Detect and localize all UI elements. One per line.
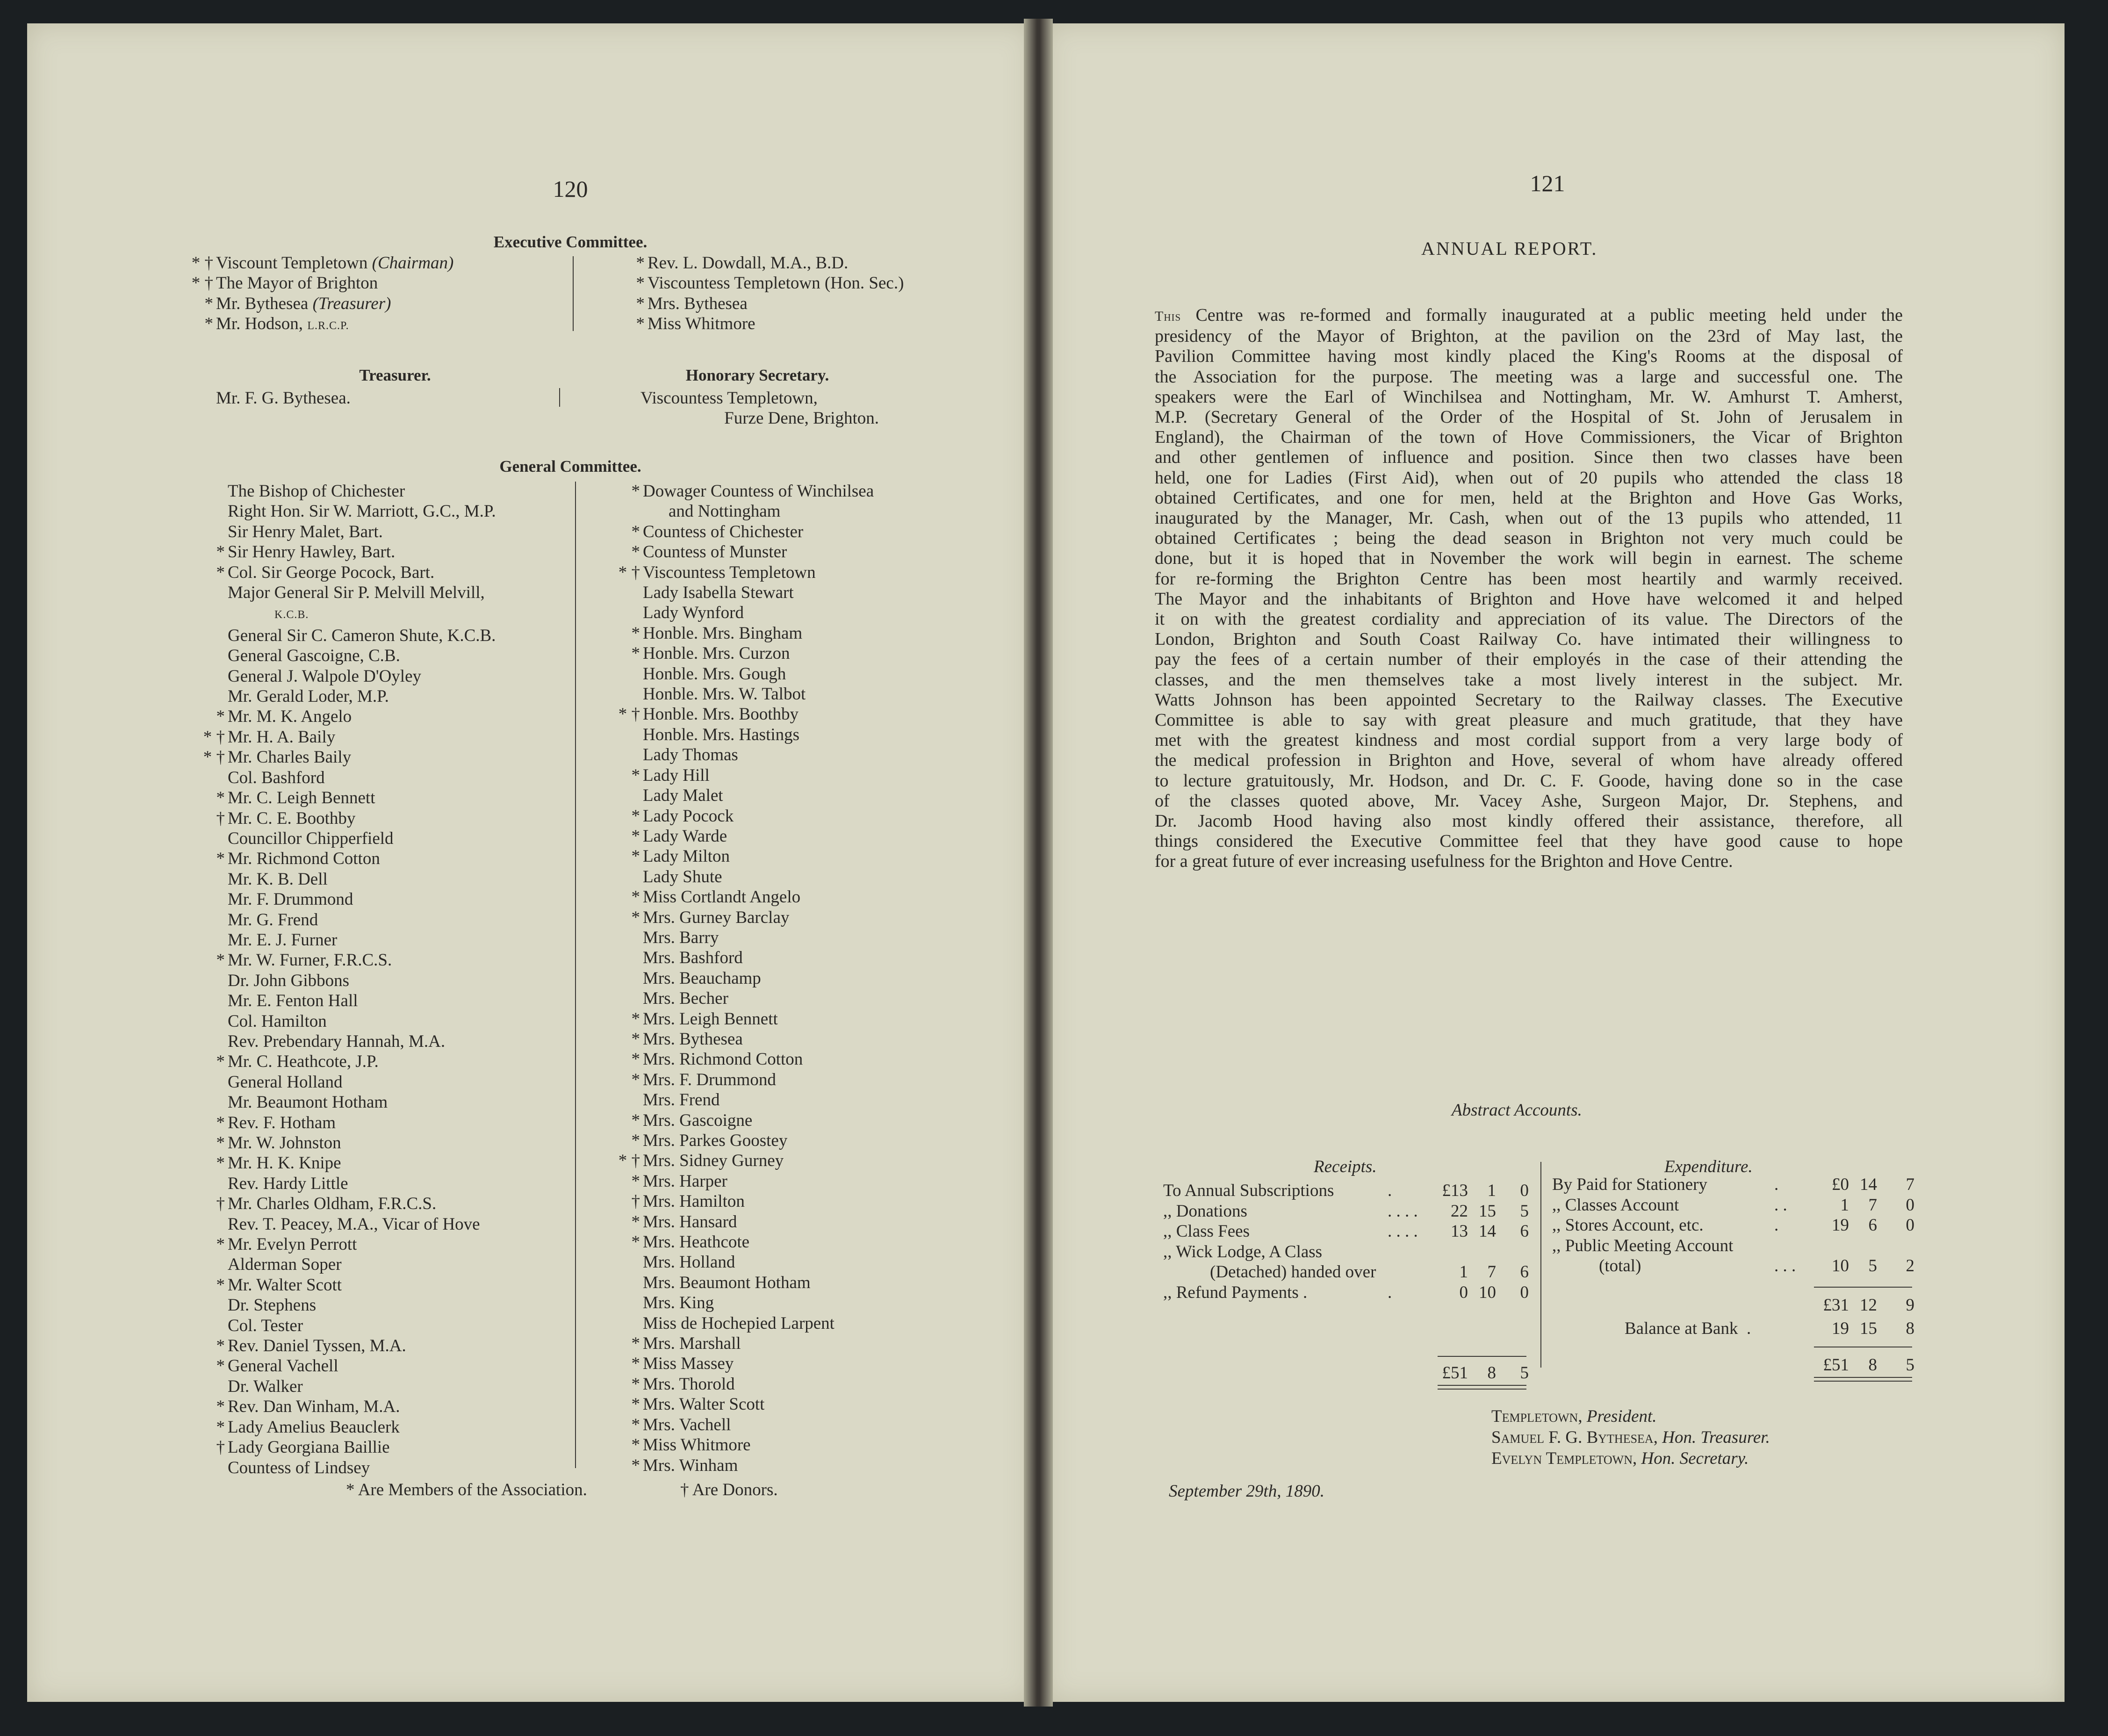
account-label: ,, Donations [1163, 1201, 1247, 1221]
report-line: it on with the greatest cordiality and appreciation of its value. The Directors of the [1155, 609, 1903, 629]
account-label: (Detached) handed over [1210, 1262, 1376, 1282]
list-item: * Mrs. Vachell [631, 1415, 731, 1434]
rule [1438, 1385, 1526, 1386]
list-item: * Mrs. Parkes Goostey [631, 1131, 788, 1150]
list-item: * Mrs. Winham [631, 1455, 738, 1475]
list-item: Mrs. Barry [643, 928, 719, 947]
list-item: Mrs. Becher [643, 989, 728, 1008]
amount-pence: 8 [1906, 1319, 1914, 1338]
report-line: done, but it is hoped that in November the work will begin in earnest. The scheme [1155, 548, 1903, 569]
book-gutter [1024, 19, 1053, 1707]
list-item: * Lady Warde [631, 826, 727, 846]
list-item: * Lady Milton [631, 847, 730, 866]
list-item: * Mrs. Bythesea [631, 1029, 743, 1049]
list-item: * Rev. Dan Winham, M.A. [216, 1397, 400, 1417]
amount-pence: 0 [1906, 1216, 1914, 1235]
list-item: † Mr. C. E. Boothby [216, 808, 356, 828]
leader-dots: . . . . [1388, 1201, 1418, 1221]
rule [1814, 1287, 1912, 1288]
list-item: † Lady Georgiana Baillie [216, 1438, 390, 1457]
amount-pounds: 10 [1832, 1256, 1849, 1275]
column-divider [575, 482, 576, 1468]
list-item: Mr. G. Frend [228, 910, 318, 929]
report-line: Dr. Jacomb Hood having also most kindly offered their assistance, therefore, all [1155, 811, 1903, 831]
leader-dots: . [1774, 1175, 1779, 1194]
report-line: obtained Certificates, and one for men, held at the Brighton and Hove Gas Works, [1155, 488, 1903, 508]
list-item: * Countess of Chichester [631, 522, 804, 541]
report-line: the medical profession in Brighton and Hove, several of whom have already offered [1155, 750, 1903, 771]
annual-report-body [1155, 305, 1903, 872]
report-line: met with the greatest kindness and most cordial support from a very large body of [1155, 730, 1903, 750]
list-item: * Mrs. Heathcote [631, 1232, 750, 1252]
list-item: * Honble. Mrs. Curzon [631, 644, 790, 663]
secretary-address: Viscountess Templetown, Furze Dene, Brighton. [640, 389, 879, 428]
list-item: Mr. K. B. Dell [228, 869, 328, 889]
accounts-divider [1540, 1162, 1541, 1368]
amount-shillings: 7 [1868, 1195, 1877, 1215]
treasurer-heading: Treasurer. [359, 366, 431, 384]
amount-pence: 7 [1906, 1175, 1914, 1194]
abstract-accounts-heading: Abstract Accounts. [1452, 1101, 1582, 1120]
amount-shillings: 1 [1487, 1181, 1496, 1200]
list-item: Sir Henry Malet, Bart. [228, 522, 383, 541]
secretary-heading: Honorary Secretary. [685, 366, 829, 384]
list-item: Rev. Prebendary Hannah, M.A. [228, 1031, 446, 1051]
list-item: General Sir C. Cameron Shute, K.C.B. [228, 626, 496, 645]
list-item: Mrs. Beaumont Hotham [643, 1273, 811, 1292]
list-item: * Mrs. Marshall [631, 1334, 741, 1354]
general-col-1 [203, 481, 496, 1478]
list-item: * † Mr. Charles Baily [203, 748, 352, 767]
list-item: Mr. E. J. Furner [228, 930, 338, 950]
report-line: presidency of the Mayor of Brighton, at the pavilion on the 23rd of May last, the [1155, 326, 1903, 346]
rule [1438, 1389, 1526, 1390]
list-item: Lady Thomas [643, 745, 738, 765]
list-item: Major General Sir P. Melvill Melvill, [228, 583, 485, 603]
amount-pounds: £31 [1823, 1296, 1849, 1315]
list-item: * Lady Amelius Beauclerk [216, 1417, 400, 1437]
receipts-heading: Receipts. [1314, 1157, 1377, 1176]
report-line: England), the Chairman of the town of Hove Commissioners, the Vicar of Brighton [1155, 427, 1903, 447]
signature-president: Templetown, President. [1491, 1407, 1657, 1426]
amount-pounds: 13 [1451, 1222, 1468, 1241]
list-item: * Mrs. Harper [631, 1171, 727, 1191]
list-item: * General Vachell [216, 1356, 338, 1376]
list-item: Dr. Walker [228, 1376, 303, 1396]
list-item: * Dowager Countess of Winchilsea [631, 482, 874, 501]
leader-dots: . . . [1774, 1256, 1796, 1275]
report-line: held, one for Ladies (First Aid), when out of 20 pupils who attended the class 18 [1155, 468, 1903, 488]
account-label: ,, Stores Account, etc. [1552, 1216, 1704, 1235]
amount-pence: 5 [1906, 1355, 1914, 1375]
list-item: Honble. Mrs. Hastings [643, 725, 800, 744]
report-line: Committee is able to say with great pleasure and much gratitude, that they have [1155, 710, 1903, 730]
list-item: * † Mrs. Sidney Gurney [618, 1151, 784, 1171]
list-item: Rev. Hardy Little [228, 1174, 348, 1193]
amount-shillings: 12 [1860, 1296, 1877, 1315]
list-item: * Miss Massey [631, 1354, 734, 1374]
list-item: Col. Bashford [228, 768, 325, 787]
amount-pence: 5 [1520, 1201, 1529, 1221]
list-item: Dr. John Gibbons [228, 971, 350, 990]
list-item: Lady Wynford [643, 603, 744, 623]
signature-secretary: Evelyn Templetown, Hon. Secretary. [1491, 1449, 1749, 1468]
account-label: ,, Class Fees [1163, 1222, 1250, 1241]
report-line: things considered the Executive Committee feel that they have good cause to hope [1155, 831, 1903, 851]
list-item: Lady Shute [643, 867, 722, 886]
report-line: to lecture gratuitously, Mr. Hodson, and Dr. C. F. Goode, having done so in the case [1155, 771, 1903, 791]
amount-pounds: £13 [1442, 1181, 1468, 1200]
list-item: * Honble. Mrs. Bingham [631, 623, 803, 643]
amount-pence: 0 [1520, 1282, 1529, 1302]
list-item: Dr. Stephens [228, 1296, 317, 1315]
list-item: K.C.B. [274, 609, 309, 621]
amount-pounds: 22 [1451, 1201, 1468, 1221]
amount-pounds: £0 [1832, 1175, 1849, 1194]
list-item: General Holland [228, 1072, 343, 1092]
list-item: * Mrs. Hansard [631, 1212, 737, 1232]
list-item: * Mr. H. K. Knipe [216, 1153, 341, 1173]
list-item: * Miss Whitmore [631, 1435, 751, 1455]
list-item: Honble. Mrs. Gough [643, 664, 786, 684]
general-col-2 [618, 481, 874, 1476]
amount-shillings: 5 [1868, 1256, 1877, 1275]
amount-pounds: 19 [1832, 1319, 1849, 1338]
list-item: * Miss Whitmore [636, 314, 755, 334]
report-line: London, Brighton and South Coast Railway Co. have intimated their willingness to [1155, 629, 1903, 649]
executive-col-1 [191, 253, 454, 337]
amount-pounds: 19 [1832, 1216, 1849, 1235]
column-divider [559, 388, 560, 407]
leader-dots: . . [1774, 1195, 1787, 1215]
list-item: * Mr. W. Furner, F.R.C.S. [216, 951, 392, 970]
list-item: Countess of Lindsey [228, 1458, 370, 1477]
list-item: * Mrs. Richmond Cotton [631, 1050, 803, 1069]
account-label: ,, Classes Account [1552, 1195, 1679, 1215]
report-line: inaugurated by the Manager, Mr. Cash, when out of the 13 pupils who attended, 11 [1155, 508, 1903, 528]
report-line: M.P. (Secretary General of the Order of the Hospital of St. John of Jerusalem in [1155, 407, 1903, 427]
annual-report-title: ANNUAL REPORT. [1421, 238, 1598, 259]
account-label: (total) [1599, 1256, 1641, 1275]
amount-shillings: 15 [1860, 1319, 1877, 1338]
leader-dots: . . . . [1388, 1222, 1418, 1241]
report-line: Watts Johnson has been appointed Secretary to the Railway classes. The Executive [1155, 690, 1903, 710]
amount-pence: 6 [1520, 1222, 1529, 1241]
account-label: ,, Refund Payments . [1163, 1282, 1308, 1302]
list-item: * Mrs. F. Drummond [631, 1070, 776, 1089]
footnote-donors: † Are Donors. [680, 1480, 778, 1499]
list-item: * Mr. Walter Scott [216, 1275, 342, 1295]
footnote-members: * Are Members of the Association. [346, 1480, 587, 1499]
amount-pounds: £51 [1442, 1363, 1468, 1383]
list-item: Alderman Soper [228, 1255, 342, 1275]
list-item: Lady Isabella Stewart [643, 583, 794, 603]
report-line: pay the fees of a certain number of their employés in the case of their attending the [1155, 649, 1903, 670]
list-item: * † Honble. Mrs. Boothby [618, 705, 799, 724]
leader-dots: . [1388, 1282, 1392, 1302]
amount-shillings: 15 [1479, 1201, 1496, 1221]
list-item: * Sir Henry Hawley, Bart. [216, 542, 396, 562]
report-line: speakers were the Earl of Winchilsea and Nottingham, Mr. W. Amhurst T. Amherst, [1155, 387, 1903, 407]
list-item: Honble. Mrs. W. Talbot [643, 684, 806, 704]
list-item: * † Viscountess Templetown [618, 562, 816, 582]
list-item: * Lady Pocock [631, 806, 734, 826]
account-label: ,, Public Meeting Account [1552, 1236, 1734, 1255]
list-item: * Mrs. Walter Scott [631, 1395, 765, 1414]
list-item: Col. Tester [228, 1316, 303, 1335]
amount-pence: 6 [1520, 1262, 1529, 1282]
list-item: Mrs. Frend [643, 1090, 720, 1110]
list-item: Rev. T. Peacey, M.A., Vicar of Hove [228, 1214, 480, 1234]
list-item: Mr. F. Drummond [228, 890, 353, 909]
report-line: Pavilion Committee having most kindly placed the King's Rooms at the disposal of [1155, 346, 1903, 367]
list-item: Mrs. Beauchamp [643, 968, 761, 988]
list-item: and Nottingham [669, 502, 781, 521]
list-item: * Rev. L. Dowdall, M.A., B.D. [636, 253, 849, 273]
list-item: * Rev. Daniel Tyssen, M.A. [216, 1336, 406, 1356]
amount-pence: 9 [1906, 1296, 1914, 1315]
list-item: Mrs. King [643, 1293, 714, 1313]
treasurer-name: Mr. F. G. Bythesea. [216, 389, 351, 408]
leader-dots: . [1774, 1216, 1779, 1235]
report-line: obtained Certificates ; being the dead season in Brighton not very much could be [1155, 528, 1903, 548]
list-item: * † Mr. H. A. Baily [203, 727, 336, 747]
account-label: ,, Wick Lodge, A Class [1163, 1242, 1323, 1261]
report-line: This Centre was re-formed and formally inaugurated at a public meeting held under the [1155, 305, 1903, 325]
amount-pounds: 1 [1459, 1262, 1468, 1282]
list-item: The Bishop of Chichester [228, 482, 405, 501]
list-item: General J. Walpole D'Oyley [228, 666, 421, 686]
rule [1438, 1356, 1526, 1357]
list-item: Mr. Beaumont Hotham [228, 1093, 388, 1112]
account-label: To Annual Subscriptions [1163, 1181, 1334, 1200]
list-item: Lady Malet [643, 786, 723, 806]
executive-col-2 [636, 253, 904, 334]
list-item: * Mr. W. Johnston [216, 1133, 341, 1153]
list-item: Mrs. Holland [643, 1253, 735, 1272]
list-item: * Mrs. Leigh Bennett [631, 1009, 778, 1029]
list-item: † Mr. Charles Oldham, F.R.C.S. [216, 1194, 437, 1214]
amount-shillings: 14 [1860, 1175, 1877, 1194]
report-line: for a great future of ever increasing usefulness for the Brighton and Hove Centre. [1155, 851, 1733, 872]
list-item: Mr. Gerald Loder, M.P. [228, 687, 389, 706]
rule [1814, 1377, 1912, 1378]
amount-pounds: 1 [1840, 1195, 1849, 1215]
list-item: * Mrs. Thorold [631, 1374, 735, 1394]
account-label: By Paid for Stationery [1552, 1175, 1707, 1194]
list-item: * Mr. Evelyn Perrott [216, 1235, 357, 1254]
report-line: the Association for the purpose. The meeting was a large and successful one. The [1155, 367, 1903, 387]
report-line: for re-forming the Brighton Centre has been most heartily and warmly received. [1155, 569, 1903, 589]
amount-pence: 0 [1520, 1181, 1529, 1200]
list-item: * Lady Hill [631, 765, 710, 785]
executive-committee-heading: Executive Committee. [493, 233, 648, 251]
amount-pence: 0 [1906, 1195, 1914, 1215]
list-item: * Col. Sir George Pocock, Bart. [216, 562, 435, 582]
list-item: * Viscountess Templetown (Hon. Sec.) [636, 274, 904, 293]
list-item: Right Hon. Sir W. Marriott, G.C., M.P. [228, 502, 496, 521]
amount-shillings: 6 [1868, 1216, 1877, 1235]
list-item: * Rev. F. Hotham [216, 1113, 336, 1132]
list-item: * Countess of Munster [631, 542, 787, 562]
rule [1814, 1381, 1912, 1382]
list-item: Mr. E. Fenton Hall [228, 991, 358, 1011]
amount-pounds: £51 [1823, 1355, 1849, 1375]
general-committee-heading: General Committee. [499, 457, 641, 475]
list-item: * Mr. C. Heathcote, J.P. [216, 1052, 379, 1072]
page-number-right: 121 [1530, 170, 1565, 196]
amount-shillings: 7 [1487, 1262, 1496, 1282]
report-date: September 29th, 1890. [1169, 1482, 1324, 1501]
report-line: classes, and the men themselves take a most lively interest in the subject. Mr. [1155, 670, 1903, 690]
amount-shillings: 14 [1479, 1222, 1496, 1241]
amount-pence: 5 [1520, 1363, 1529, 1383]
amount-pounds: 0 [1459, 1282, 1468, 1302]
list-item: Mrs. Bashford [643, 948, 743, 968]
list-item: Councillor Chipperfield [228, 828, 394, 848]
amount-shillings: 10 [1479, 1282, 1496, 1302]
list-item: General Gascoigne, C.B. [228, 646, 400, 666]
list-item: * Mr. M. K. Angelo [216, 707, 352, 727]
amount-shillings: 8 [1487, 1363, 1496, 1383]
list-item: * † The Mayor of Brighton [191, 274, 378, 293]
list-item: Miss de Hochepied Larpent [643, 1313, 835, 1333]
list-item: * Mrs. Gascoigne [631, 1110, 753, 1130]
list-item: * † Viscount Templetown (Chairman) [191, 253, 454, 273]
list-item: † Mrs. Hamilton [631, 1192, 745, 1211]
amount-shillings: 8 [1868, 1355, 1877, 1375]
list-item: * Mr. C. Leigh Bennett [216, 788, 375, 808]
column-divider [573, 256, 574, 331]
list-item: Col. Hamilton [228, 1011, 327, 1031]
list-item: * Mrs. Gurney Barclay [631, 908, 790, 927]
list-item: * Mr. Hodson, L.R.C.P. [204, 314, 349, 334]
report-line: of the classes quoted above, Mr. Vacey Ashe, Surgeon Major, Dr. Stephens, and [1155, 791, 1903, 811]
report-line: The Mayor and the inhabitants of Brighton and Hove have welcomed it and helped [1155, 589, 1903, 609]
report-line: and other gentlemen of influence and position. Since then two classes have been [1155, 447, 1903, 468]
expenditure-heading: Expenditure. [1664, 1157, 1753, 1176]
page-number-left: 120 [553, 176, 588, 202]
balance-label: Balance at Bank . [1625, 1319, 1751, 1338]
signature-treasurer: Samuel F. G. Bythesea, Hon. Treasurer. [1491, 1428, 1770, 1447]
amount-pence: 2 [1906, 1256, 1914, 1275]
list-item: * Miss Cortlandt Angelo [631, 887, 801, 907]
list-item: * Mr. Richmond Cotton [216, 849, 380, 869]
leader-dots: . [1388, 1181, 1392, 1200]
list-item: * Mrs. Bythesea [636, 294, 748, 313]
list-item: * Mr. Bythesea (Treasurer) [204, 294, 391, 313]
